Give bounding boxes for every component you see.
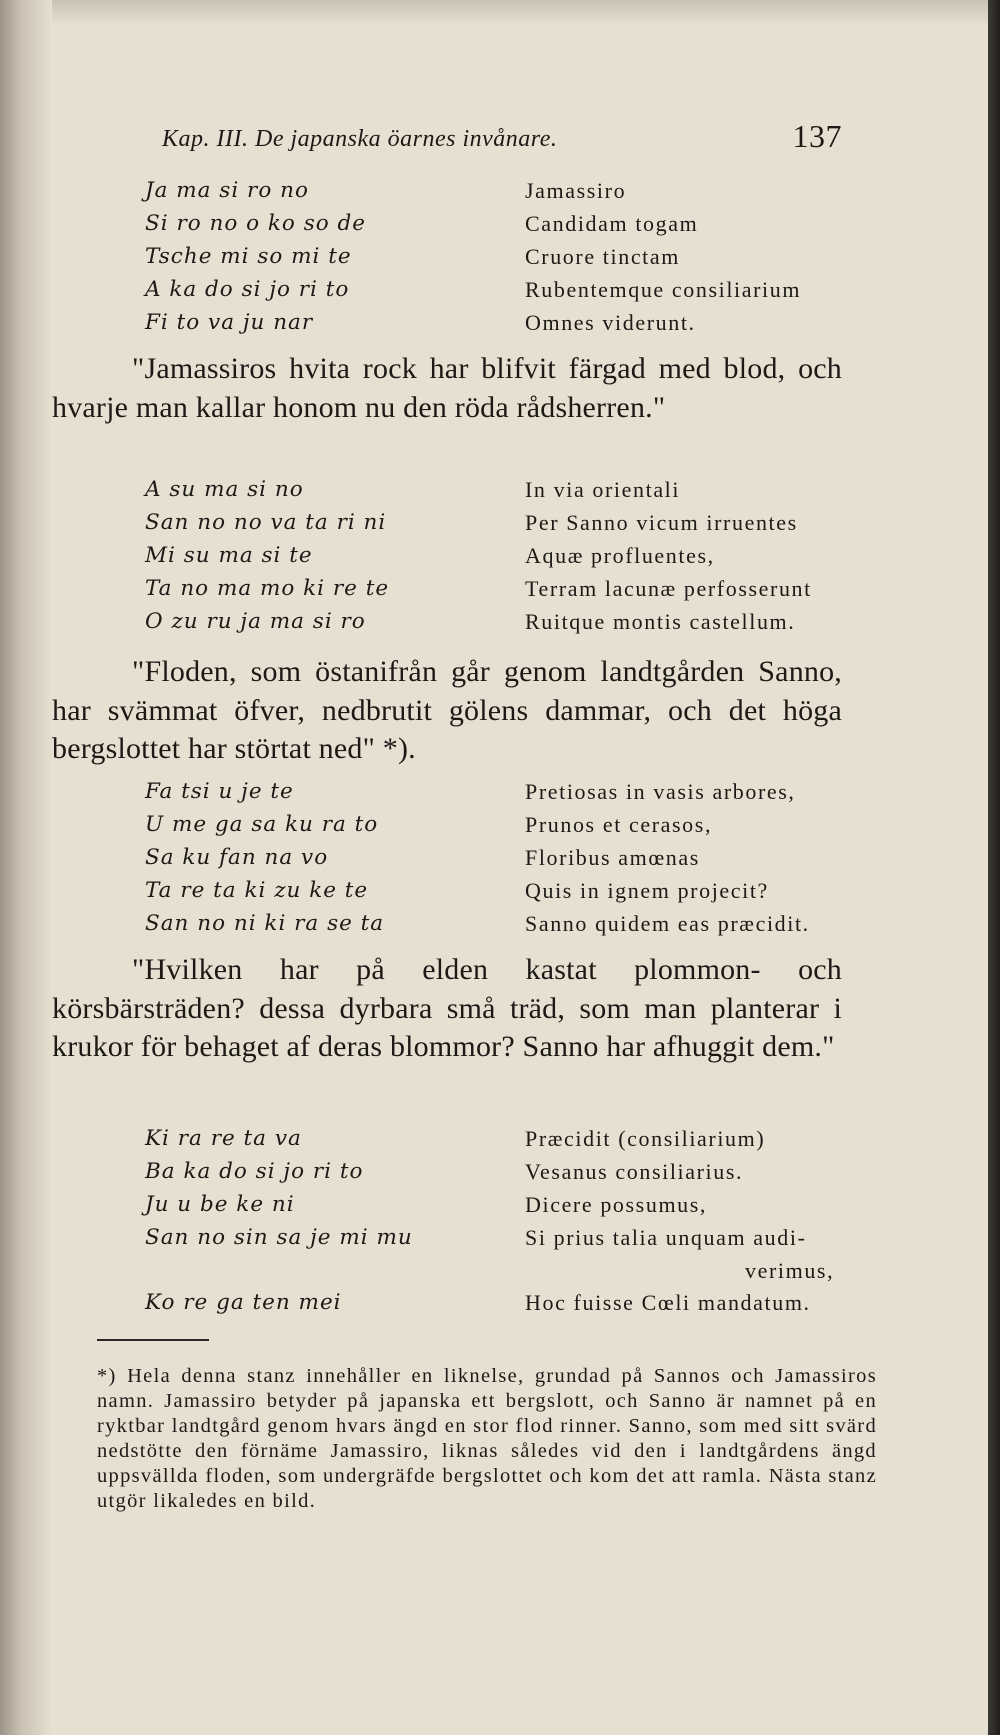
prose-text: "Floden, som östanifrån går genom landtgården Sanno, har svämmat öfver, nedbrutit gölens dammar, och det höga bergslottet har störtat ned" *). bbox=[52, 655, 842, 765]
verse-line bbox=[97, 609, 877, 642]
japanese-text: Ki ra re ta va bbox=[145, 1126, 302, 1151]
japanese-text: A ka do si jo ri to bbox=[145, 277, 350, 302]
latin-text: Aquæ profluentes, bbox=[525, 543, 715, 568]
footnote-rule bbox=[97, 1339, 209, 1341]
japanese-text: Ja ma si ro no bbox=[145, 178, 309, 203]
prose-paragraph-1 bbox=[52, 350, 842, 427]
latin-text: Ruitque montis castellum. bbox=[525, 609, 796, 634]
japanese-text: Ba ka do si jo ri to bbox=[145, 1159, 364, 1184]
verse-line bbox=[97, 277, 877, 310]
verse-line bbox=[97, 576, 877, 609]
running-header bbox=[162, 118, 842, 154]
japanese-text: Mi su ma si te bbox=[145, 543, 313, 568]
japanese-text: Ta re ta ki zu ke te bbox=[145, 878, 369, 903]
verse-line bbox=[97, 178, 877, 211]
japanese-text: Fi to va ju nar bbox=[145, 310, 314, 335]
latin-text: Omnes viderunt. bbox=[525, 310, 696, 335]
latin-text: In via orientali bbox=[525, 477, 681, 502]
latin-text: Si prius talia unquam audi- bbox=[525, 1225, 807, 1250]
japanese-text: O zu ru ja ma si ro bbox=[145, 609, 366, 634]
verse-1 bbox=[97, 178, 877, 343]
latin-text: verimus, bbox=[745, 1258, 835, 1283]
japanese-text: Fa tsi u je te bbox=[145, 779, 294, 804]
latin-text: Vesanus consiliarius. bbox=[525, 1159, 744, 1184]
verse-line bbox=[97, 1290, 877, 1323]
latin-text: Floribus amœnas bbox=[525, 845, 700, 870]
japanese-text: Ta no ma mo ki re te bbox=[145, 576, 390, 601]
latin-text: Terram lacunæ perfosserunt bbox=[525, 576, 812, 601]
japanese-text: Si ro no o ko so de bbox=[145, 211, 367, 236]
verse-line bbox=[97, 310, 877, 343]
japanese-text: Tsche mi so mi te bbox=[145, 244, 352, 269]
page-number: 137 bbox=[792, 118, 842, 154]
book-page bbox=[52, 26, 982, 1735]
latin-text: Dicere possumus, bbox=[525, 1192, 708, 1217]
verse-line bbox=[97, 543, 877, 576]
page-top-edge bbox=[0, 0, 1000, 26]
japanese-text: U me ga sa ku ra to bbox=[145, 812, 379, 837]
verse-line bbox=[97, 845, 877, 878]
latin-text: Præcidit (consiliarium) bbox=[525, 1126, 766, 1151]
verse-line bbox=[97, 477, 877, 510]
verse-line bbox=[97, 812, 877, 845]
latin-text: Jamassiro bbox=[525, 178, 627, 203]
verse-line bbox=[97, 1258, 877, 1290]
prose-text: "Jamassiros hvita rock har blifvit färgad med blod, och hvarje man kallar honom nu den röda rådsherren." bbox=[52, 352, 842, 424]
page-gutter-shadow bbox=[0, 0, 52, 1735]
verse-4 bbox=[97, 1126, 877, 1323]
japanese-text: San no ni ki ra se ta bbox=[145, 911, 385, 936]
japanese-text: Sa ku fan na vo bbox=[145, 845, 329, 870]
verse-3 bbox=[97, 779, 877, 944]
latin-text: Cruore tinctam bbox=[525, 244, 680, 269]
japanese-text: Ko re ga ten mei bbox=[145, 1290, 342, 1315]
verse-line bbox=[97, 1192, 877, 1225]
latin-text: Prunos et cerasos, bbox=[525, 812, 713, 837]
verse-line bbox=[97, 1126, 877, 1159]
verse-line bbox=[97, 510, 877, 543]
prose-text: "Hvilken har på elden kastat plommon- och körsbärsträden? dessa dyrbara små träd, som man planterar i krukor för behaget af deras blommor? Sanno har afhuggit dem." bbox=[52, 953, 842, 1063]
latin-text: Rubentemque consiliarium bbox=[525, 277, 802, 302]
latin-text: Hoc fuisse Cœli mandatum. bbox=[525, 1290, 811, 1315]
prose-paragraph-2 bbox=[52, 653, 842, 769]
japanese-text: A su ma si no bbox=[145, 477, 304, 502]
japanese-text: San no sin sa je mi mu bbox=[145, 1225, 413, 1250]
japanese-text: San no no va ta ri ni bbox=[145, 510, 387, 535]
latin-text: Candidam togam bbox=[525, 211, 699, 236]
latin-text: Pretiosas in vasis arbores, bbox=[525, 779, 796, 804]
latin-text: Per Sanno vicum irruentes bbox=[525, 510, 798, 535]
header-title: Kap. III. De japanska öarnes invånare. bbox=[162, 126, 558, 152]
verse-line bbox=[97, 244, 877, 277]
book-spine bbox=[988, 0, 1000, 1735]
footnote: *) Hela denna stanz innehåller en liknelse, grundad på Sannos och Jamassiros namn. Jamassiro betyder på japanska ett bergslott, och Sanno är namnet på en ryktbar landtgård genom hvars ängd en stor flod rinner. Sanno, som med sitt svärd nedstötte den förnäme Jamassiro, liknas således vid den i landtgårdens ängd uppsvällda floden, som undergräfde bergslottet och kom det att ramla. Nästa stanz utgör likaledes en bild. bbox=[97, 1365, 877, 1512]
verse-line bbox=[97, 911, 877, 944]
prose-paragraph-3 bbox=[52, 951, 842, 1067]
latin-text: Quis in ignem projecit? bbox=[525, 878, 769, 903]
japanese-text: Ju u be ke ni bbox=[145, 1192, 295, 1217]
latin-text: Sanno quidem eas præcidit. bbox=[525, 911, 810, 936]
verse-line bbox=[97, 878, 877, 911]
verse-line bbox=[97, 211, 877, 244]
verse-line bbox=[97, 779, 877, 812]
verse-line bbox=[97, 1225, 877, 1258]
verse-2 bbox=[97, 477, 877, 642]
verse-line bbox=[97, 1159, 877, 1192]
